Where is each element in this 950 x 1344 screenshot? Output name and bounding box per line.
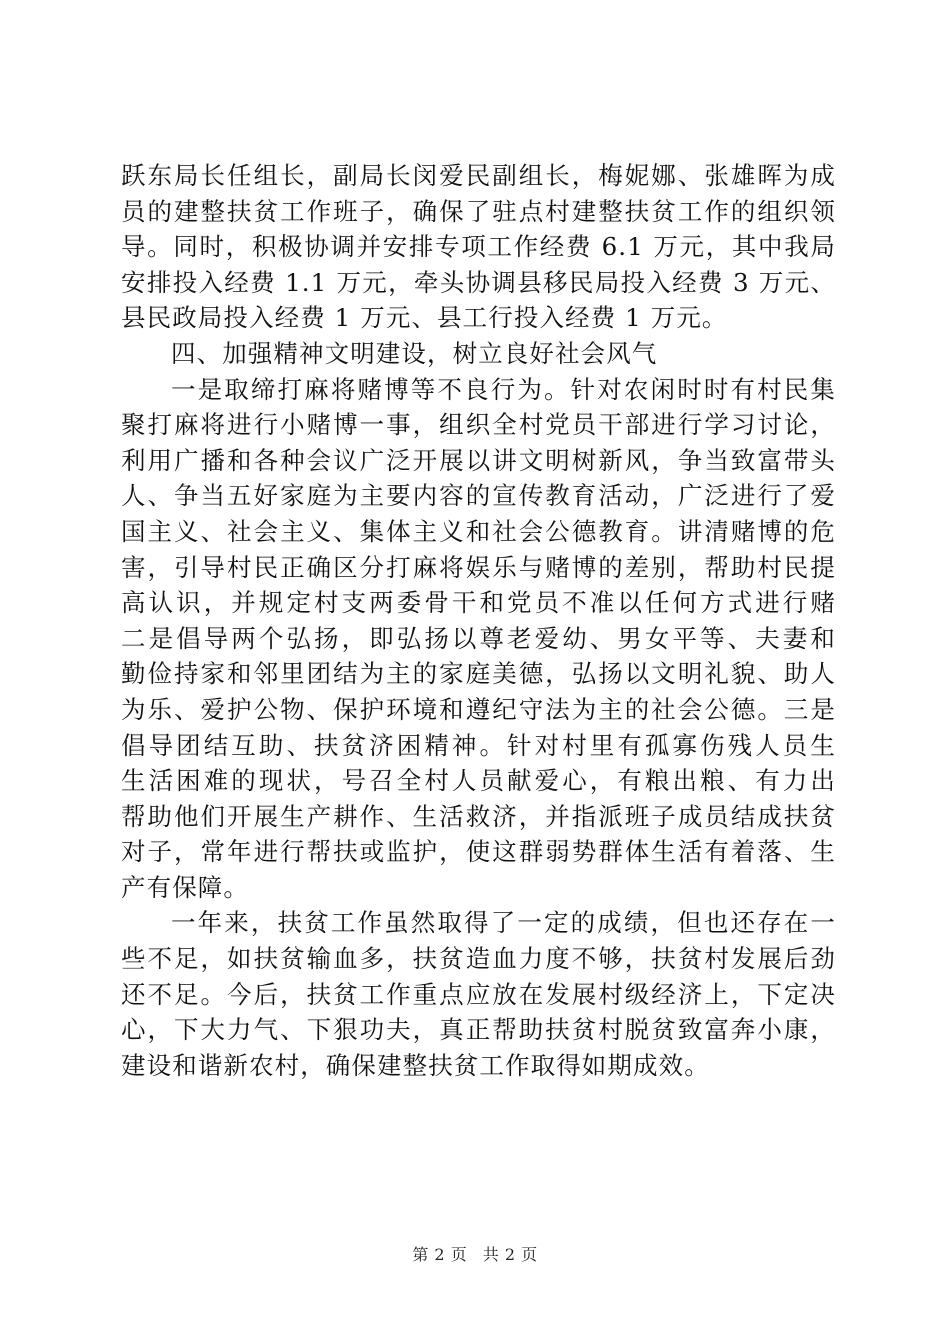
page-number: 第 2 页: [412, 1245, 468, 1264]
text-line: 县民政局投入经费 1 万元、县工行投入经费 1 万元。: [121, 303, 728, 333]
text-line: 聚打麻将进行小赌博一事，组织全村党员干部进行学习讨论，: [121, 410, 836, 440]
text-line: 对子，常年进行帮扶或监护，使这群弱势群体生活有着落、生: [121, 837, 836, 867]
text-line: 为乐、爱护公物、保护环境和遵纪守法为主的社会公德。三是: [121, 694, 836, 724]
text-line: 建设和谐新农村，确保建整扶贫工作取得如期成效。: [121, 1050, 710, 1080]
document-body: [121, 158, 836, 1083]
text-line: 产有保障。: [121, 872, 249, 902]
text-line: 跃东局长任组长，副局长闵爱民副组长，梅妮娜、张雄晖为成: [121, 161, 836, 190]
text-line: 倡导团结互助、扶贫济困精神。针对村里有孤寡伤残人员生: [121, 730, 836, 760]
text-line: 害，引导村民正确区分打麻将娱乐与赌博的差别，帮助村民提: [121, 552, 836, 582]
page-total: 共 2 页: [482, 1245, 538, 1264]
text-line: 四、加强精神文明建设，树立良好社会风气: [171, 338, 658, 368]
text-line: 二是倡导两个弘扬，即弘扬以尊老爱幼、男女平等、夫妻和: [121, 623, 836, 653]
page-footer: [0, 1245, 950, 1265]
text-line: 心，下大力气、下狠功夫，真正帮助扶贫村脱贫致富奔小康，: [121, 1015, 836, 1045]
text-line: 利用广播和各种会议广泛开展以讲文明树新风，争当致富带头: [121, 445, 836, 475]
text-line: 一年来，扶贫工作虽然取得了一定的成绩，但也还存在一: [171, 908, 836, 938]
text-line: 安排投入经费 1.1 万元，牵头协调县移民局投入经费 3 万元、: [121, 267, 836, 297]
text-line: 还不足。今后，扶贫工作重点应放在发展村级经济上，下定决: [121, 979, 836, 1009]
text-line: 导。同时，积极协调并安排专项工作经费 6.1 万元，其中我局: [121, 232, 836, 262]
text-line: 帮助他们开展生产耕作、生活救济，并指派班子成员结成扶贫: [121, 801, 836, 831]
text-line: 人、争当五好家庭为主要内容的宣传教育活动，广泛进行了爱: [121, 481, 836, 511]
text-line: 高认识，并规定村支两委骨干和党员不准以任何方式进行赌: [121, 588, 836, 618]
text-line: 生活困难的现状，号召全村人员献爱心，有粮出粮、有力出: [121, 766, 836, 796]
text-line: 些不足，如扶贫输血多，扶贫造血力度不够，扶贫村发展后劲: [121, 944, 836, 974]
text-line: 一是取缔打麻将赌博等不良行为。针对农闲时时有村民集: [171, 374, 836, 404]
text-line: 国主义、社会主义、集体主义和社会公德教育。讲清赌博的危: [121, 516, 836, 546]
text-line: 员的建整扶贫工作班子，确保了驻点村建整扶贫工作的组织领: [121, 196, 836, 226]
text-line: 勤俭持家和邻里团结为主的家庭美德，弘扬以文明礼貌、助人: [121, 659, 836, 689]
